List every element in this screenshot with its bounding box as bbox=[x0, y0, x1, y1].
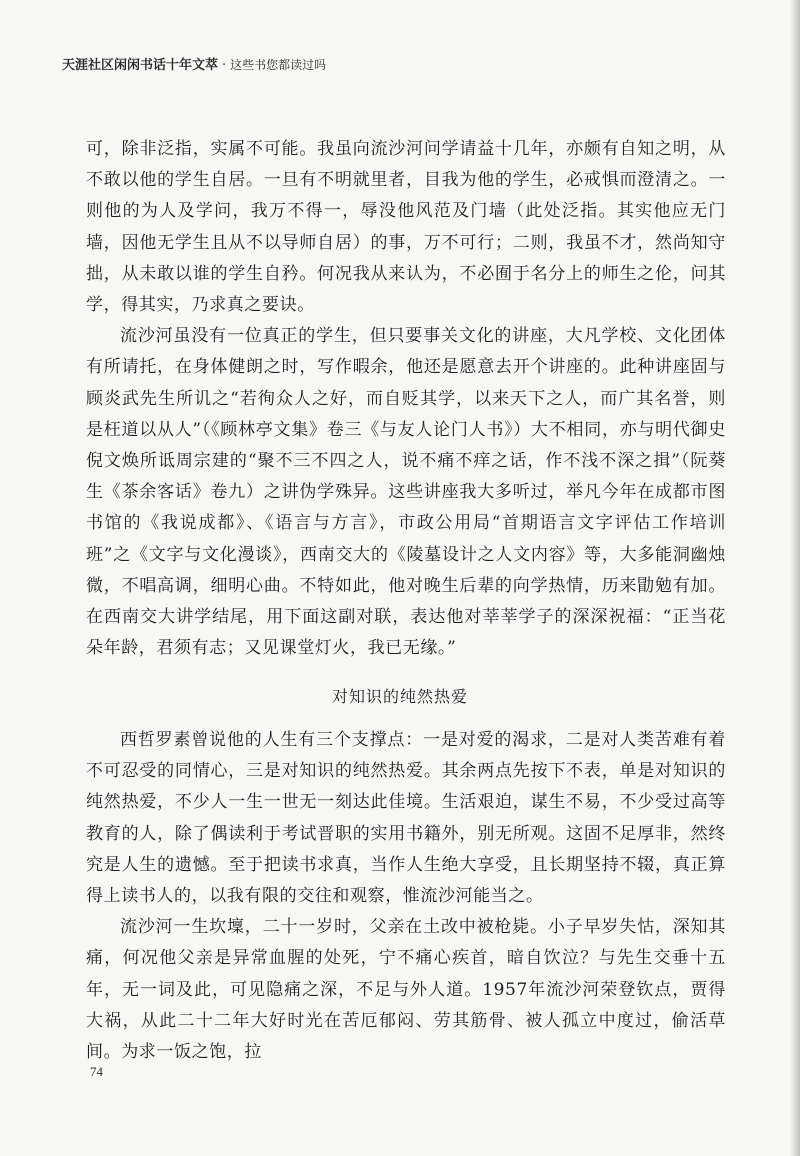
paragraph-2: 流沙河虽没有一位真正的学生，但只要事关文化的讲座，大凡学校、文化团体有所请托，在身体健朗之时，写作暇余，他还是愿意去开个讲座的。此种讲座固与顾炎武先生所讥之“若徇众人之好，而自贬其学，以来天下之人，而广其名誉，则是枉道以从人”（《顾林亭文集》卷三《与友人论门人书》）大不相同，亦与明代御史倪文焕所诋周宗建的“聚不三不四之人，说不痛不痒之话，作不浅不深之揖”（阮葵生《茶余客话》卷九）之讲伪学殊异。这些讲座我大多听过，举凡今年在成都市图书馆的《我说成都》、《语言与方言》，市政公用局“首期语言文字评估工作培训班”之《文字与文化漫谈》，西南交大的《陵墓设计之人文内容》等，大多能洞幽烛微，不唱高调，细明心曲。不特如此，他对晚生后辈的向学热情，历来勖勉有加。在西南交大讲学结尾，用下面这副对联，表达他对莘莘学子的深深祝福：“正当花朵年龄，君须有志；又见课堂灯火，我已无缘。” bbox=[86, 326, 726, 659]
running-header bbox=[62, 54, 742, 73]
section-title: 这些书您都读过吗 bbox=[230, 58, 327, 72]
book-title: 天涯社区闲闲书话十年文萃 bbox=[62, 58, 219, 73]
page-number: 74 bbox=[90, 1064, 103, 1079]
paragraph-4: 流沙河一生坎壈，二十一岁时，父亲在土改中被枪毙。小子早岁失怙，深知其痛，何况他父亲是异常血腥的处死，宁不痛心疾首，暗自饮泣？与先生交垂十五年，无一词及此，可见隐痛之深，不足与外人道。1957年流沙河荣登钦点，贾得大祸，从此二十二年大好时光在苦厄郁闷、劳其筋骨、被人孤立中度过，偷活草间。为求一饭之饱，拉 bbox=[86, 917, 726, 1063]
header-separator: · bbox=[222, 58, 227, 73]
paragraph-3: 西哲罗素曾说他的人生有三个支撑点：一是对爱的渴求，二是对人类苦难有着不可忍受的同情心，三是对知识的纯然热爱。其余两点先按下不表，单是对知识的纯然热爱，不少人一生一世无一刻达此佳境。生活艰迫，谋生不易，不少受过高等教育的人，除了偶读利于考试晋职的实用书籍外，别无所观。这固不足厚非，然终究是人生的遗憾。至于把读书求真，当作人生绝大享受，且长期坚持不辍，真正算得上读书人的，以我有限的交往和观察，惟流沙河能当之。 bbox=[86, 730, 726, 907]
paragraph-1: 可，除非泛指，实属不可能。我虽向流沙河问学请益十几年，亦颇有自知之明，从不敢以他的学生自居。一旦有不明就里者，目我为他的学生，必戒惧而澄清之。一则他的为人及学问，我万不得一，辱没他风范及门墙（此处泛指。其实他应无门墙，因他无学生且从不以导师自居）的事，万不可行；二则，我虽不才，然尚知守拙，从未敢以谁的学生自矜。何况我从来认为，不必囿于名分上的师生之伦，问其学，得其实，乃求真之要诀。 bbox=[86, 139, 726, 316]
section-heading: 对知识的纯然热爱 bbox=[331, 687, 468, 706]
page-edge-shadow bbox=[790, 0, 800, 1156]
text-block-lower bbox=[86, 725, 726, 1068]
text-block-upper bbox=[86, 134, 726, 664]
